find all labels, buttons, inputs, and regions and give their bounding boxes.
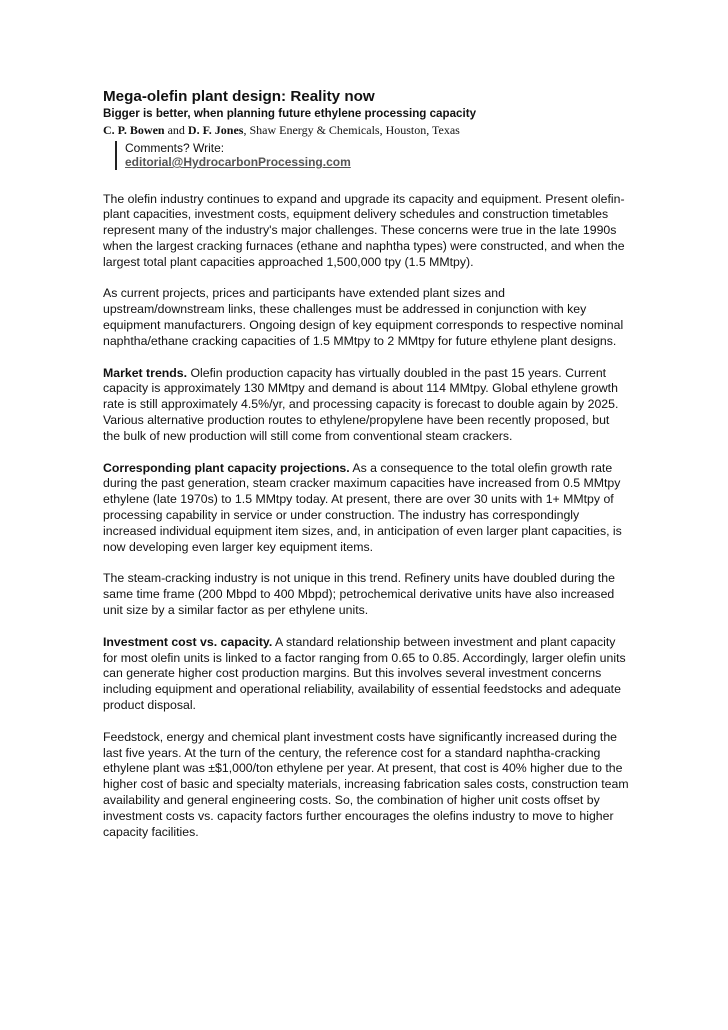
paragraph-7 (103, 730, 629, 841)
paragraph-1 (103, 192, 629, 271)
section-lead: Investment cost vs. capacity. (103, 634, 273, 649)
paragraph-text: As current projects, prices and participants have extended plant sizes and upstream/downstream links, these challenges must be addressed in conjunction with key equipment manufacturers. Ongoing design of key equipment corresponds to respective nominal naphtha/ethane cracking capacities of 1.5 MMtpy to 2 MMtpy for future ethylene plant designs. (103, 286, 624, 348)
author-2: D. F. Jones (187, 122, 244, 137)
paragraph-text: Olefin production capacity has virtually doubled in the past 15 years. Current capacity is approximately 130 MMtpy and demand is about 114 MMtpy. Global ethylene growth rate is still approximately 4.5%/yr, and processing capacity is forecast to double again by 2025. Various alternative production routes to ethylene/propylene have been recently proposed, but the bulk of new production will still come from conventional steam crackers. (103, 365, 619, 443)
paragraph-text: The olefin industry continues to expand and upgrade its capacity and equipment. Present olefin-plant capacities, investment costs, equipment delivery schedules and construction timetables represent many of the industry's major challenges. These concerns were true in the late 1990s when the largest cracking furnaces (ethane and naphtha types) were constructed, and when the largest total plant capacities approached 1,500,000 tpy (1.5 MMtpy). (103, 191, 625, 269)
paragraph-investment-cost (103, 635, 629, 714)
paragraph-text: As a consequence to the total olefin growth rate during the past generation, steam cracker maximum capacities have increased from 0.5 MMtpy ethylene (late 1970s) to 1.5 MMtpy today. At present, there are over 30 units with 1+ MMtpy of processing capability in service or under construction. The industry has correspondingly increased individual equipment item sizes, and, in anticipation of even larger plant capacities, is now developing even larger key equipment items. (103, 460, 622, 554)
paragraph-capacity-projections (103, 461, 629, 556)
article (103, 88, 629, 840)
comments-label: Comments? Write: (125, 140, 225, 155)
paragraph-2 (103, 286, 629, 349)
paragraph-text: The steam-cracking industry is not unique in this trend. Refinery units have doubled during the same time frame (200 Mbpd to 400 Mbpd); petrochemical derivative units have also increased unit size by a similar factor as per ethylene units. (103, 571, 615, 618)
paragraph-5 (103, 571, 629, 618)
comments-box (115, 141, 629, 170)
affiliation: , Shaw Energy & Chemicals, Houston, Texas (243, 122, 460, 137)
article-subtitle: Bigger is better, when planning future ethylene processing capacity (103, 107, 477, 120)
article-title: Mega-olefin plant design: Reality now (103, 88, 375, 105)
email-link[interactable]: editorial@HydrocarbonProcessing.com (125, 155, 351, 169)
byline (103, 123, 629, 138)
paragraph-text: A standard relationship between investment and plant capacity for most olefin units is linked to a factor ranging from 0.65 to 0.85. Accordingly, larger olefin units can generate higher cost production margins. But this involves several investment concerns including equipment and operational reliability, availability of essential feedstocks and adequate product disposal. (103, 634, 626, 713)
section-lead: Corresponding plant capacity projections. (103, 460, 350, 475)
paragraph-text: Feedstock, energy and chemical plant investment costs have significantly increased during the last five years. At the turn of the century, the reference cost for a standard naphtha-cracking ethylene plant was ±$1,000/ton ethylene per year. At present, that cost is 40% higher due to the higher cost of basic and specialty materials, increasing fabrication sales costs, construction team availability and general engineering costs. So, the combination of higher unit costs offset by investment costs vs. capacity factors further encourages the olefins industry to move to higher capacity facilities. (103, 729, 629, 839)
paragraph-market-trends (103, 366, 629, 445)
author-1: C. P. Bowen (103, 122, 165, 137)
byline-and: and (164, 122, 188, 137)
section-lead: Market trends. (103, 365, 188, 380)
